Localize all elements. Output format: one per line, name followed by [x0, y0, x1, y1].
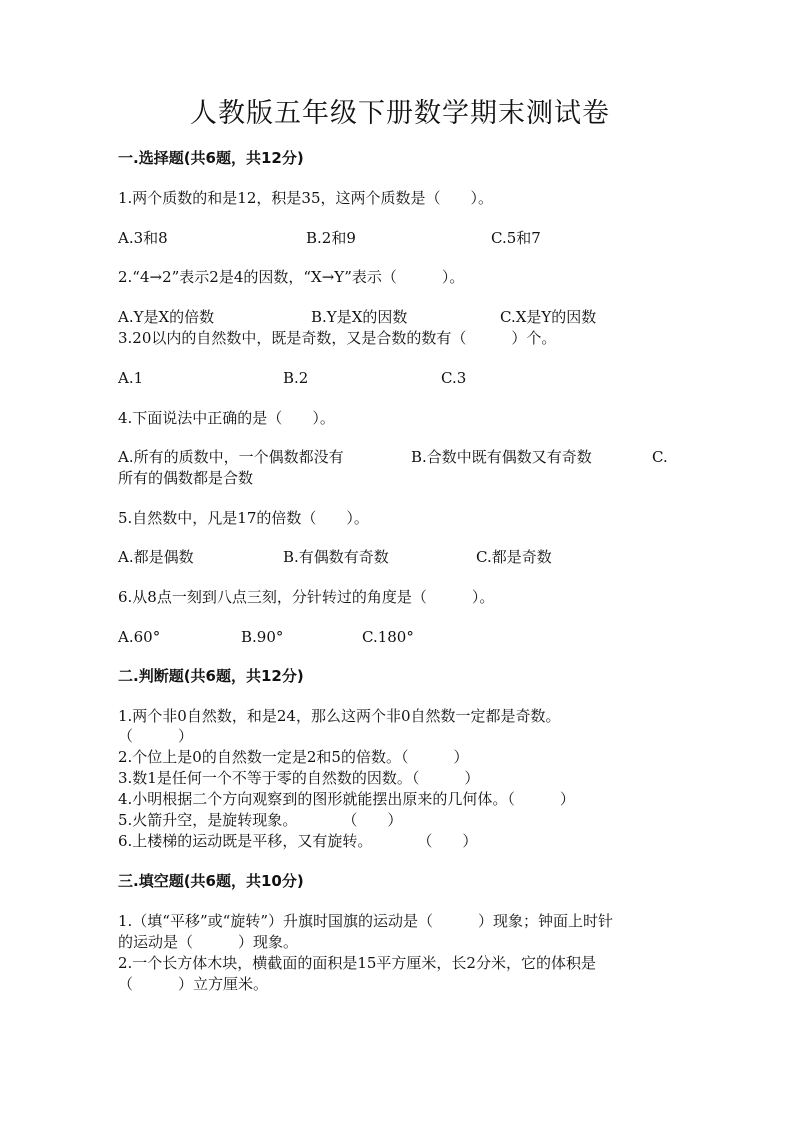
option-a: A.3和8	[118, 229, 168, 247]
option-b: B.2和9	[306, 229, 356, 247]
question-text: 3.数1是任何一个不等于零的自然数的因数。（ ）	[118, 769, 480, 787]
section-heading-judgement: 二.判断题(共6题，共12分)	[118, 667, 304, 685]
option-c: C.	[652, 448, 668, 466]
option-b: B.2	[283, 369, 309, 387]
question-text: 3.20以内的自然数中，既是奇数，又是合数的数有（ ）个。	[118, 329, 557, 347]
question-text: 1.（填“平移”或“旋转”）升旗时国旗的运动是（ ）现象；钟面上时针	[118, 912, 613, 930]
option-c: C.3	[441, 369, 467, 387]
option-b: B.有偶数有奇数	[283, 548, 389, 566]
question-text: 的运动是（ ）现象。	[118, 933, 299, 951]
option-a: A.1	[118, 369, 144, 387]
question-text: 2.个位上是0的自然数一定是2和5的倍数。（ ）	[118, 748, 469, 766]
question-text: 2.一个长方体木块，横截面的面积是15平方厘米，长2分米，它的体积是	[118, 954, 596, 972]
question-text: 5.火箭升空，是旋转现象。 （ ）	[118, 811, 403, 829]
question-text: 6.从8点一刻到八点三刻，分针转过的角度是（ ）。	[118, 588, 495, 606]
question-text: 5.自然数中，凡是17的倍数（ ）。	[118, 509, 369, 527]
section-heading-fill-in: 三.填空题(共6题，共10分)	[118, 872, 304, 890]
section-heading-choice: 一.选择题(共6题，共12分)	[118, 149, 304, 167]
question-text: 6.上楼梯的运动既是平移，又有旋转。 （ ）	[118, 832, 478, 850]
option-a: A.都是偶数	[118, 548, 194, 566]
question-text: 2.“4→2”表示2是4的因数，“X→Y”表示（ ）。	[118, 268, 465, 286]
option-c-text: 所有的偶数都是合数	[118, 469, 254, 487]
question-text: 4.下面说法中正确的是（ ）。	[118, 409, 335, 427]
option-c: C.X是Y的因数	[500, 308, 597, 326]
exam-title: 人教版五年级下册数学期末测试卷	[190, 98, 610, 129]
question-text: 1.两个非0自然数，和是24，那么这两个非0自然数一定都是奇数。	[118, 707, 561, 725]
question-text: 1.两个质数的和是12，积是35，这两个质数是（ ）。	[118, 189, 493, 207]
question-text: （ ）	[118, 727, 194, 745]
option-b: B.90°	[241, 628, 284, 646]
option-a: A.60°	[118, 628, 161, 646]
option-c: C.5和7	[491, 229, 541, 247]
option-a: A.所有的质数中，一个偶数都没有	[118, 448, 344, 466]
question-text: （ ）立方厘米。	[118, 975, 269, 993]
option-a: A.Y是X的倍数	[118, 308, 215, 326]
option-b: B.Y是X的因数	[311, 308, 408, 326]
option-c: C.180°	[362, 628, 414, 646]
question-text: 4.小明根据二个方向观察到的图形就能摆出原来的几何体。（ ）	[118, 790, 575, 808]
option-c: C.都是奇数	[476, 548, 552, 566]
option-b: B.合数中既有偶数又有奇数	[411, 448, 592, 466]
